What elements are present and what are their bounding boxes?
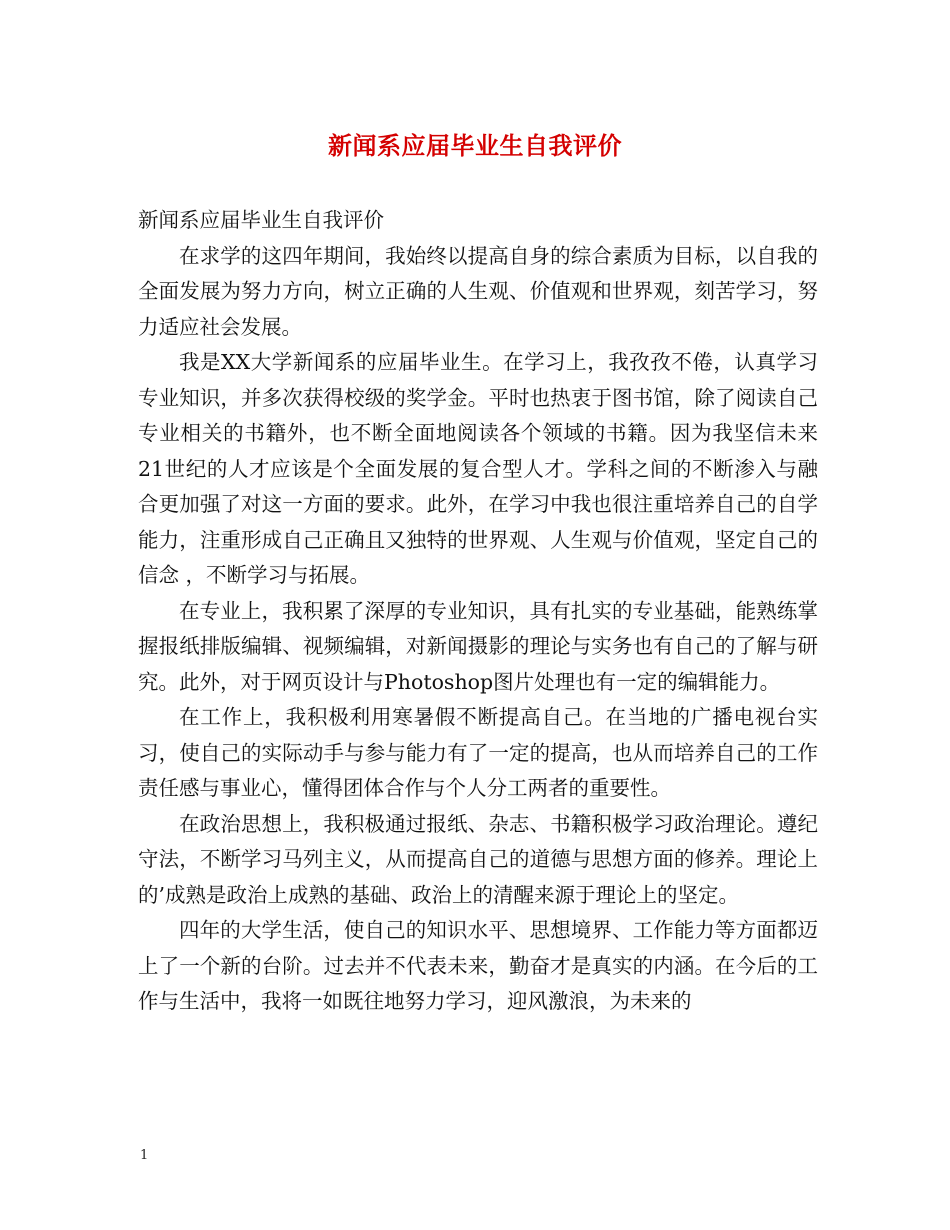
page-number: 1 [140,1148,149,1163]
paragraph-summary: 四年的大学生活，使自己的知识水平、思想境界、工作能力等方面都迈上了一个新的台阶。过去并不代表未来，勤奋才是真实的内涵。在今后的工作与生活中，我将一如既往地努力学习，迎风激浪，为未来的 [138,918,818,1013]
paragraph-politics: 在政治思想上，我积极通过报纸、杂志、书籍积极学习政治理论。遵纪守法，不断学习马列主义，从而提高自己的道德与思想方面的修养。理论上的’成熟是政治上成熟的基础、政治上的清醒来源于理论上的坚定。 [138,811,818,907]
paragraph-profession: 在专业上，我积累了深厚的专业知识，具有扎实的专业基础，能熟练掌握报纸排版编辑、视频编辑，对新闻摄影的理论与实务也有自己的了解与研究。此外，对于网页设计与Photoshop图片处理也有一定的编辑能力。 [138,598,818,694]
document-body [138,203,818,1020]
paragraph-study: 我是XX大学新闻系的应届毕业生。在学习上，我孜孜不倦，认真学习专业知识，并多次获得校级的奖学金。平时也热衷于图书馆，除了阅读自己专业相关的书籍外，也不断全面地阅读各个领域的书籍。因为我坚信未来21世纪的人才应该是个全面发展的复合型人才。学科之间的不断渗入与融合更加强了对这一方面的要求。此外，在学习中我也很注重培养自己的自学能力，注重形成自己正确且又独特的世界观、人生观与价值观，坚定自己的信念 ，不断学习与拓展。 [138,350,818,587]
document-title: 新闻系应届毕业生自我评价 [328,131,622,160]
document-subtitle: 新闻系应届毕业生自我评价 [138,208,384,232]
paragraph-intro: 在求学的这四年期间，我始终以提高自身的综合素质为目标，以自我的全面发展为努力方向，树立正确的人生观、价值观和世界观，刻苦学习，努力适应社会发展。 [138,243,818,339]
paragraph-work: 在工作上，我积极利用寒暑假不断提高自己。在当地的广播电视台实习，使自己的实际动手与参与能力有了一定的提高，也从而培养自己的工作责任感与事业心，懂得团体合作与个人分工两者的重要性。 [138,705,818,800]
